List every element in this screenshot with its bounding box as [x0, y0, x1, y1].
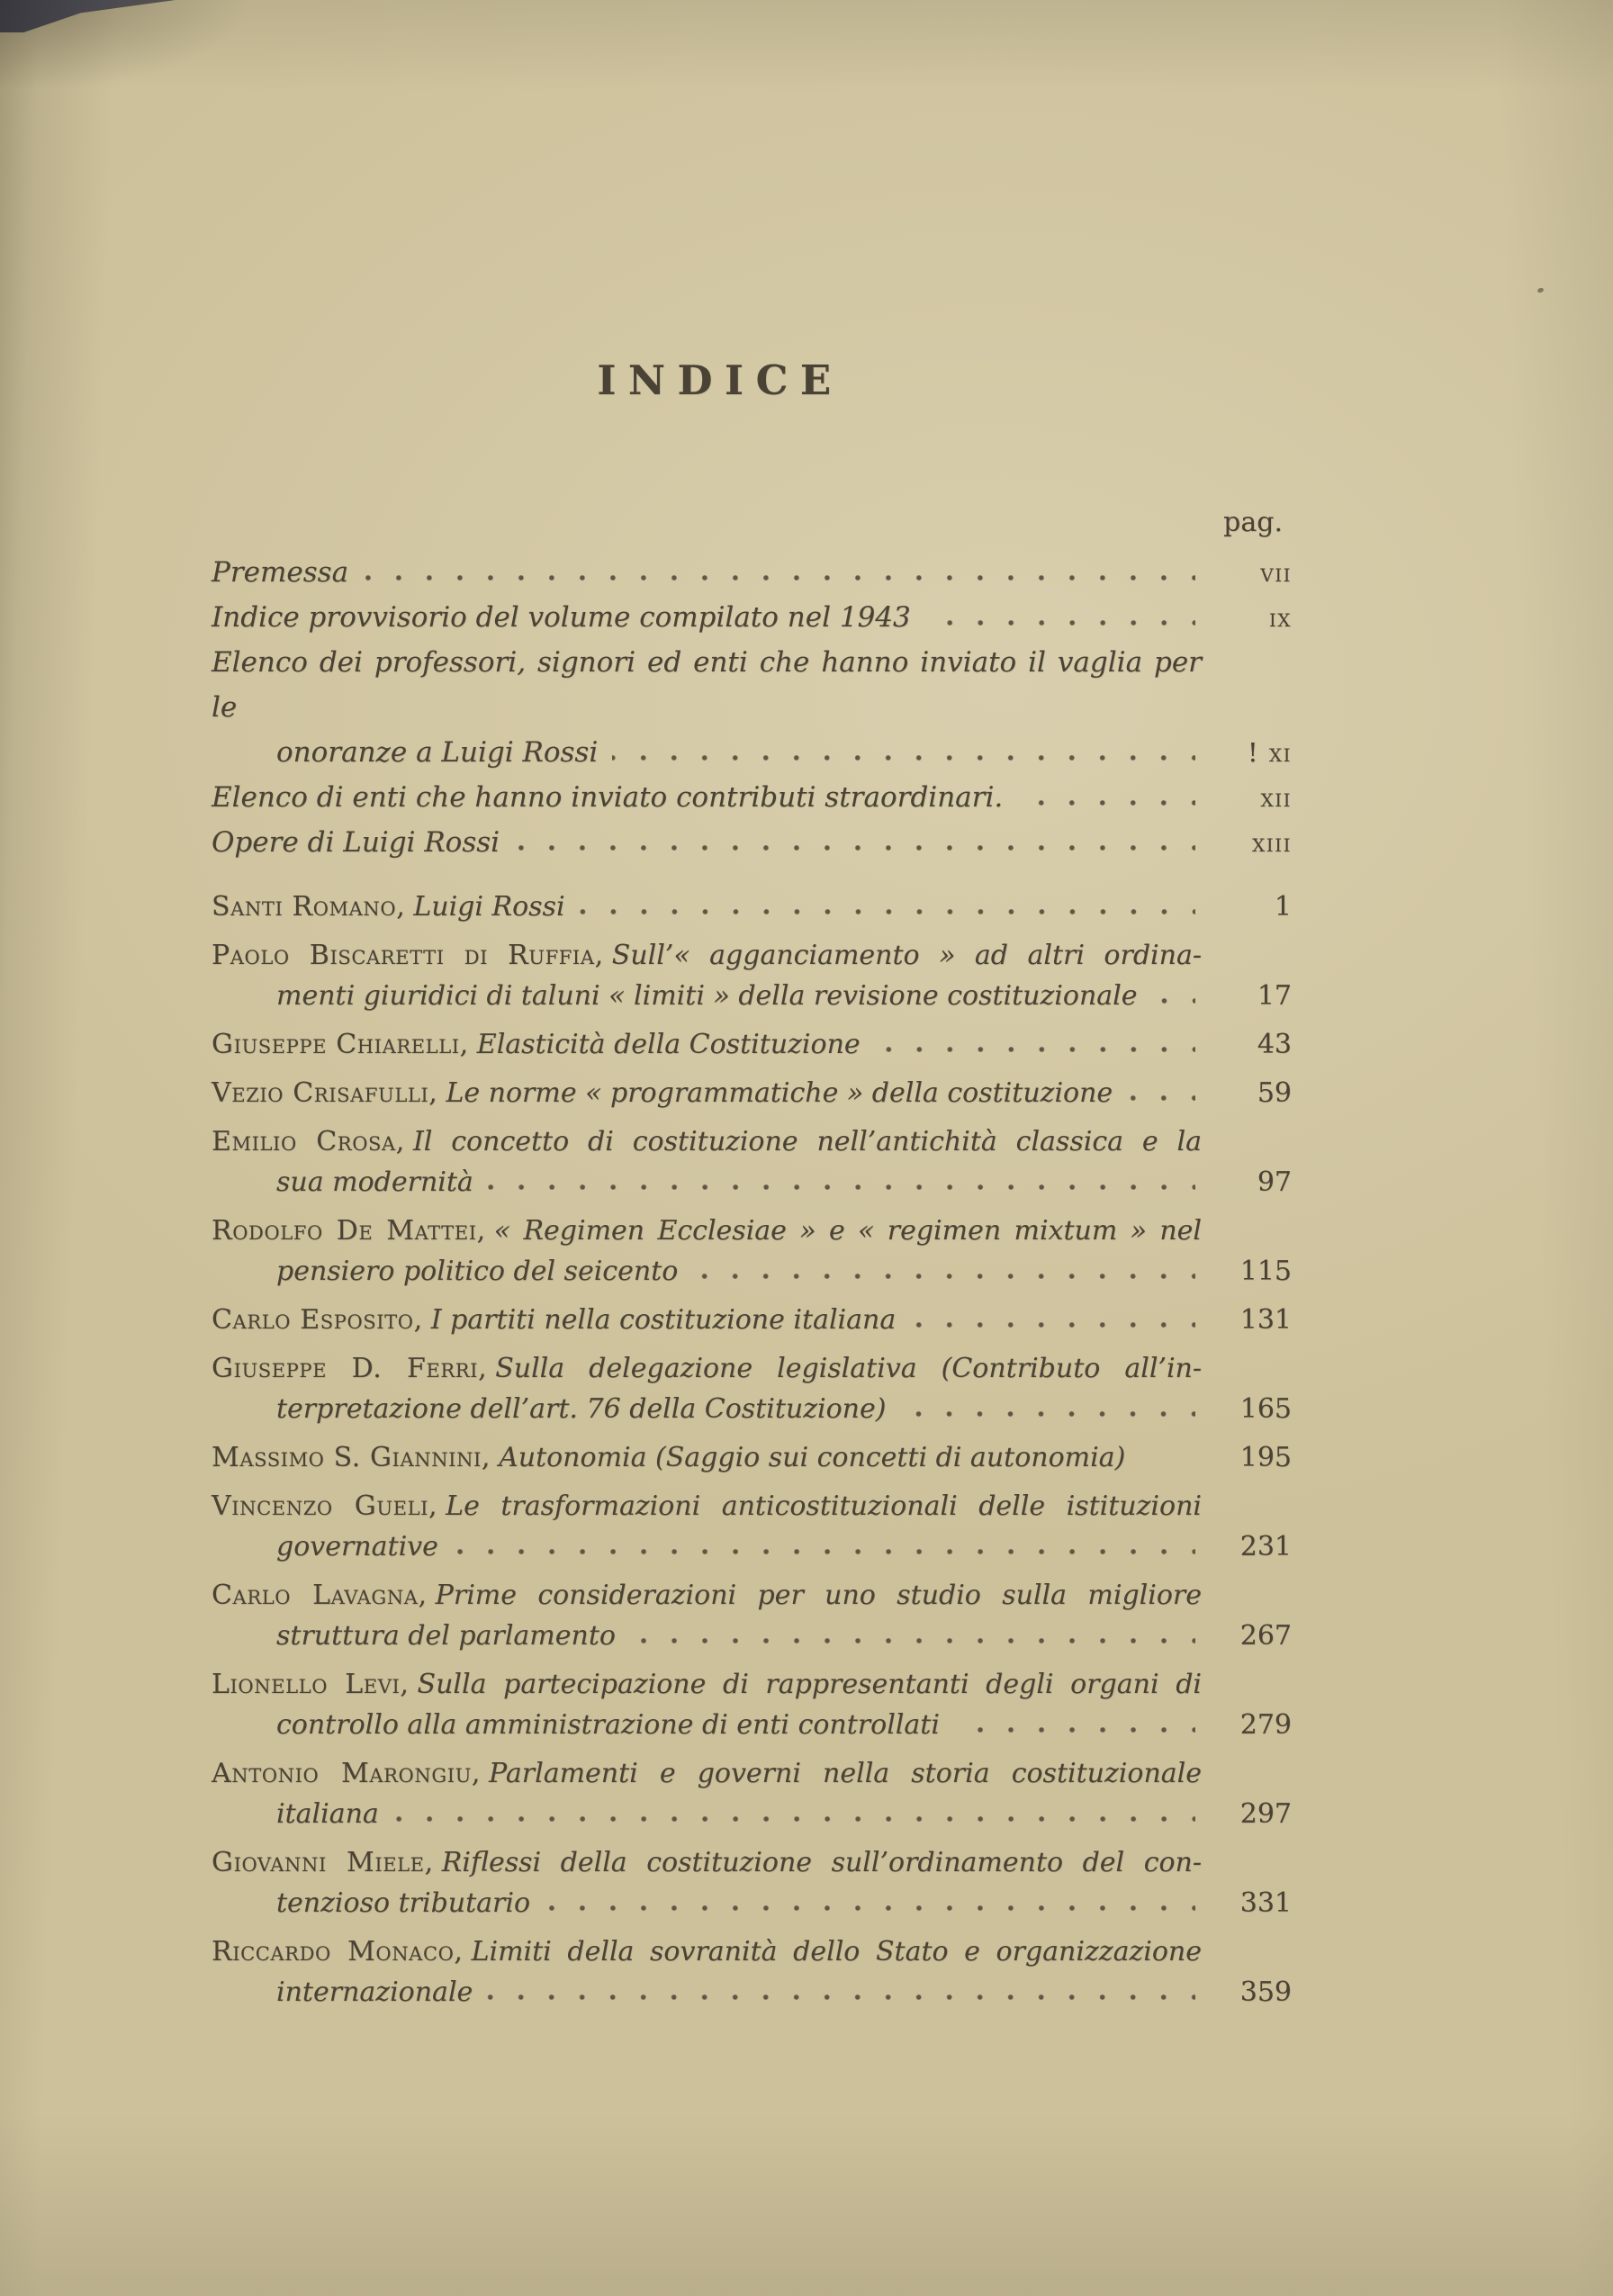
author-name: Carlo Esposito,: [212, 1304, 423, 1336]
toc-row: [212, 935, 1292, 1016]
dot-leader: [453, 1548, 1195, 1555]
toc-entry-continuation: [212, 1251, 1292, 1292]
dot-leader: [612, 754, 1195, 761]
dot-leader: [1017, 799, 1195, 806]
page-number: 17: [1257, 980, 1292, 1012]
author-name: Giovanni Miele,: [212, 1847, 434, 1878]
page-number: 359: [1239, 1976, 1292, 2008]
dot-leader: [393, 1815, 1195, 1823]
toc-row: [212, 1486, 1292, 1567]
toc-entry-title: Indice provvisorio del volume compilato nel 1943: [212, 601, 911, 634]
work-title: Sull’« agganciamento » ad altri ordina-: [611, 940, 1202, 971]
page-number: 231: [1239, 1531, 1292, 1562]
toc-row: [212, 1073, 1292, 1113]
work-title-line2: tenzioso tributario: [276, 1887, 531, 1919]
work-title-line2: pensiero politico del seicento: [276, 1256, 679, 1287]
page-number: xii: [1260, 782, 1292, 813]
toc-entry-continuation: [212, 1794, 1292, 1834]
toc-row: [212, 1211, 1292, 1292]
toc-entry-text: [212, 887, 565, 927]
toc-row: [212, 1121, 1292, 1202]
dot-leader: [925, 619, 1195, 626]
author-name: Antonio Marongiu,: [212, 1758, 482, 1789]
toc-row: [212, 1931, 1292, 2012]
toc-entry-title: Premessa: [212, 556, 349, 589]
work-title: Riflessi della costituzione sull’ordinamento del con-: [441, 1847, 1203, 1878]
toc-entry-continuation: [212, 1526, 1292, 1567]
toc-row: [212, 595, 1292, 640]
dot-leader: [488, 1184, 1195, 1191]
page-number: 331: [1239, 1887, 1292, 1919]
paper-speck: [1536, 287, 1544, 293]
page-number: 115: [1239, 1256, 1292, 1287]
dot-leader: [487, 1994, 1195, 2001]
dot-leader: [875, 1046, 1195, 1053]
page-number: 267: [1239, 1620, 1292, 1652]
work-title: Luigi Rossi: [413, 891, 565, 923]
dot-leader: [692, 1273, 1195, 1280]
author-name: Giuseppe Chiarelli,: [212, 1029, 469, 1060]
page-number: vii: [1260, 557, 1292, 588]
author-name: Riccardo Monaco,: [212, 1936, 464, 1967]
toc-row: [212, 1300, 1292, 1340]
page-number: ! xi: [1247, 737, 1292, 768]
author-name: Vincenzo Gueli,: [212, 1490, 438, 1522]
toc-row: [212, 1437, 1292, 1478]
page-column-header: pag.: [1223, 507, 1283, 538]
page-number: ix: [1268, 602, 1292, 633]
author-name: Massimo S. Giannini,: [212, 1442, 491, 1473]
toc-row: [212, 1664, 1292, 1745]
dot-leader: [910, 1321, 1195, 1328]
work-title-line2: italiana: [276, 1798, 379, 1830]
contributions-list: [212, 887, 1292, 2012]
dot-leader: [1152, 997, 1195, 1004]
work-title-line2: terpretazione dell’art. 76 della Costituzione): [276, 1393, 887, 1425]
page-number: 97: [1257, 1166, 1292, 1198]
page-number: 59: [1257, 1077, 1292, 1109]
work-title: Parlamenti e governi nella storia costituzionale: [489, 1758, 1202, 1789]
page-number: 297: [1239, 1798, 1292, 1830]
work-title: « Regimen Ecclesiae » e « regimen mixtum » nel: [493, 1215, 1202, 1247]
work-title: Sulla delegazione legislativa (Contributo all’in-: [495, 1353, 1202, 1384]
front-matter-list: [212, 550, 1292, 865]
toc-entry-continuation: [212, 1389, 1292, 1429]
toc-entry-continuation: [212, 976, 1292, 1016]
page-number: 195: [1239, 1442, 1292, 1473]
page-number: 165: [1239, 1393, 1292, 1425]
toc-entry-text: [212, 1931, 1292, 1972]
author-name: Vezio Crisafulli,: [212, 1077, 438, 1109]
dot-leader: [630, 1637, 1195, 1644]
toc-entry-continuation: [212, 1883, 1292, 1923]
page-number: 131: [1239, 1304, 1292, 1336]
dot-leader: [363, 574, 1195, 581]
dot-leader: [900, 1410, 1195, 1418]
toc-row: [212, 887, 1292, 927]
toc-entry-text: [212, 1664, 1292, 1705]
toc-entry-text: [212, 1437, 1125, 1478]
toc-row: [212, 550, 1292, 595]
toc-entry-text: [212, 1348, 1292, 1389]
work-title-line2: governative: [276, 1531, 438, 1562]
toc-entry-text: [212, 1073, 1113, 1113]
work-title: Elasticità della Costituzione: [476, 1029, 861, 1060]
work-title-line2: struttura del parlamento: [276, 1620, 616, 1652]
toc-entry-title: Opere di Luigi Rossi: [212, 826, 500, 859]
toc-entry-text: [212, 1211, 1292, 1251]
toc-entry-text: [212, 1121, 1292, 1162]
work-title: Autonomia (Saggio sui concetti di autonomia): [499, 1442, 1126, 1473]
author-name: Santi Romano,: [212, 891, 406, 923]
toc-row: [212, 775, 1292, 820]
toc-content: [212, 356, 1292, 2021]
toc-entry-text: [212, 1575, 1292, 1616]
toc-entry-text: [212, 1842, 1292, 1883]
dot-leader: [545, 1904, 1195, 1912]
toc-entry-continuation: [212, 1616, 1292, 1656]
work-title-line2: menti giuridici di taluni « limiti » della revisione costituzionale: [276, 980, 1138, 1012]
toc-entry-title: Elenco di enti che hanno inviato contributi straordinari.: [212, 781, 1004, 814]
author-name: Giuseppe D. Ferri,: [212, 1353, 488, 1384]
toc-row: [212, 1842, 1292, 1923]
dot-leader: [954, 1726, 1195, 1733]
dot-leader: [1127, 1094, 1195, 1102]
page-number: 279: [1239, 1709, 1292, 1741]
author-name: Rodolfo De Mattei,: [212, 1215, 486, 1247]
toc-entry-text: [212, 1024, 861, 1065]
work-title-line2: internazionale: [276, 1976, 473, 2008]
work-title: I partiti nella costituzione italiana: [430, 1304, 897, 1336]
toc-entry-text: [212, 1753, 1292, 1794]
toc-entry-text: [212, 1300, 896, 1340]
work-title-line2: sua modernità: [276, 1166, 473, 1198]
page-number: 43: [1257, 1029, 1292, 1060]
work-title-line2: controllo alla amministrazione di enti controllati: [276, 1709, 940, 1741]
work-title: Il concetto di costituzione nell’antichità classica e la: [412, 1126, 1203, 1157]
work-title: Limiti della sovranità dello Stato e organizzazione: [471, 1936, 1202, 1967]
work-title: Le trasformazioni anticostituzionali delle istituzioni: [446, 1490, 1202, 1522]
author-name: Paolo Biscaretti di Ruffia,: [212, 940, 604, 971]
toc-entry-continuation: [212, 1162, 1292, 1202]
page-number: xiii: [1252, 827, 1292, 858]
author-name: Lionello Levi,: [212, 1669, 410, 1700]
toc-entry-title-line1: Elenco dei professori, signori ed enti che hanno inviato il vaglia per le: [212, 646, 1202, 724]
author-name: Carlo Lavagna,: [212, 1580, 428, 1611]
toc-entry-continuation: [212, 1972, 1292, 2012]
toc-row: [212, 1348, 1292, 1429]
toc-row: [212, 1575, 1292, 1656]
toc-entry-text: [212, 935, 1292, 976]
toc-row: [212, 1753, 1292, 1834]
work-title: Sulla partecipazione di rappresentanti degli organi di: [417, 1669, 1202, 1700]
author-name: Emilio Crosa,: [212, 1126, 405, 1157]
toc-entry-continuation: [212, 730, 1292, 775]
toc-row: [212, 640, 1292, 775]
toc-row: [212, 820, 1292, 865]
toc-entry-title-line2: onoranze a Luigi Rossi: [276, 736, 599, 769]
dot-leader: [514, 844, 1195, 851]
toc-row: [212, 1024, 1292, 1065]
page-title: INDICE: [597, 356, 843, 404]
work-title: Le norme « programmatiche » della costituzione: [446, 1077, 1113, 1109]
toc-entry-continuation: [212, 1705, 1292, 1745]
page-number: 1: [1274, 891, 1292, 923]
dot-leader: [580, 908, 1195, 915]
dot-leader: [1140, 1459, 1195, 1466]
toc-entry-text: [212, 1486, 1292, 1526]
work-title: Prime considerazioni per uno studio sulla migliore: [435, 1580, 1203, 1611]
